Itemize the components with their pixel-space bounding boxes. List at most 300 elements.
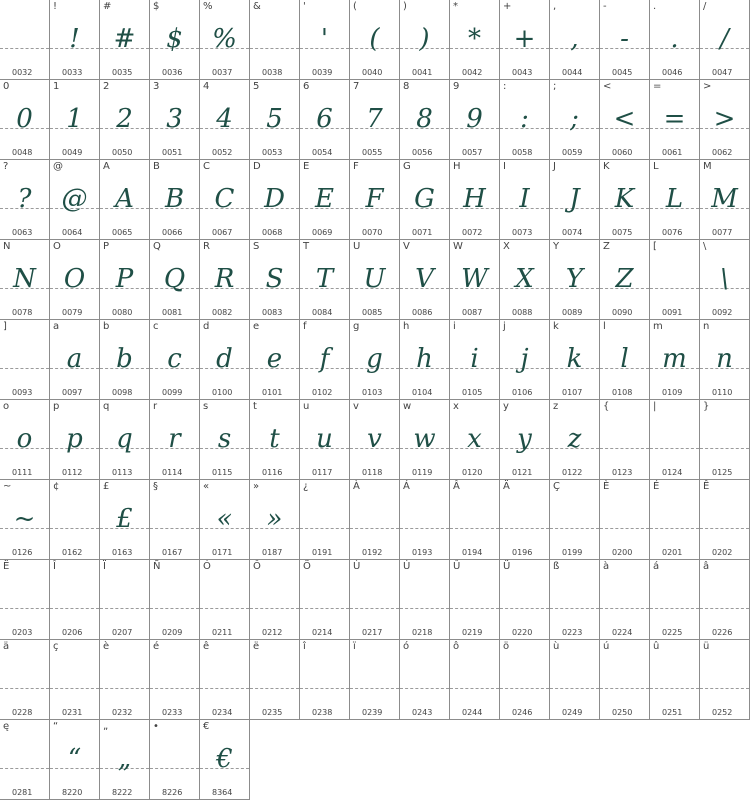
character-label: Ó: [203, 561, 211, 572]
codepoint-label: 0111: [12, 468, 33, 477]
character-label: «: [203, 481, 210, 492]
codepoint-label: 0099: [162, 388, 183, 397]
codepoint-label: 0203: [12, 628, 33, 637]
glyph-cell: [500, 240, 550, 320]
glyph-sample: [150, 494, 199, 544]
character-label: 7: [353, 81, 360, 92]
glyph-cell: [250, 80, 300, 160]
glyph-cell: [500, 0, 550, 80]
glyph-cell: [400, 0, 450, 80]
codepoint-label: 0126: [12, 548, 33, 557]
codepoint-label: 0207: [112, 628, 133, 637]
glyph-sample: 6: [316, 104, 333, 134]
glyph-sample: ;: [570, 104, 579, 134]
codepoint-label: 0082: [212, 308, 233, 317]
glyph-cell: [550, 0, 600, 80]
codepoint-label: 0120: [462, 468, 483, 477]
glyph-cell: [150, 0, 200, 80]
glyph-sample: [550, 654, 599, 704]
glyph-cell: [0, 80, 50, 160]
codepoint-label: 0042: [462, 68, 483, 77]
codepoint-label: 0101: [262, 388, 283, 397]
character-label: &: [253, 1, 261, 12]
character-label: ¢: [53, 481, 60, 492]
glyph-cell: [0, 560, 50, 640]
codepoint-label: 0060: [612, 148, 633, 157]
glyph-sample: [600, 574, 649, 624]
glyph-sample: 5: [266, 104, 283, 134]
character-label: [: [653, 241, 657, 252]
glyph-cell: [700, 480, 750, 560]
codepoint-label: 0113: [112, 468, 133, 477]
glyph-cell: [550, 400, 600, 480]
codepoint-label: 0235: [262, 708, 283, 717]
glyph-sample: G: [414, 184, 435, 214]
glyph-sample: P: [115, 264, 134, 294]
glyph-sample: [100, 654, 149, 704]
codepoint-label: 0073: [512, 228, 533, 237]
glyph-sample: D: [264, 184, 285, 214]
glyph-cell: [0, 320, 50, 400]
codepoint-label: 0246: [512, 708, 533, 717]
glyph-cell: [700, 400, 750, 480]
character-label: 4: [203, 81, 210, 92]
codepoint-label: 0085: [362, 308, 383, 317]
character-label: K: [603, 161, 610, 172]
character-label: ë: [253, 641, 260, 652]
glyph-cell: [550, 160, 600, 240]
glyph-cell: [200, 480, 250, 560]
character-label: R: [203, 241, 210, 252]
glyph-cell: [200, 80, 250, 160]
glyph-sample: [650, 254, 699, 304]
glyph-sample: [700, 494, 749, 544]
glyph-sample: ): [419, 24, 430, 54]
glyph-sample: [650, 654, 699, 704]
glyph-cell: [50, 720, 100, 800]
codepoint-label: 0081: [162, 308, 183, 317]
codepoint-label: 0199: [562, 548, 583, 557]
codepoint-label: 0083: [262, 308, 283, 317]
codepoint-label: 0114: [162, 468, 183, 477]
glyph-cell: [650, 0, 700, 80]
character-label: Ü: [503, 561, 511, 572]
glyph-sample: [200, 654, 249, 704]
codepoint-label: 0087: [462, 308, 483, 317]
character-label: *: [453, 1, 458, 12]
glyph-cell: [700, 240, 750, 320]
glyph-sample: b: [116, 344, 133, 374]
character-label: ': [303, 1, 306, 12]
character-label: !: [53, 1, 58, 12]
codepoint-label: 0244: [462, 708, 483, 717]
character-label: T: [303, 241, 310, 252]
character-label: á: [653, 561, 660, 572]
codepoint-label: 0056: [412, 148, 433, 157]
glyph-sample: [550, 494, 599, 544]
glyph-sample: %: [212, 24, 237, 54]
codepoint-label: 0092: [712, 308, 733, 317]
codepoint-label: 0044: [562, 68, 583, 77]
character-label: O: [53, 241, 61, 252]
codepoint-label: 0212: [262, 628, 283, 637]
codepoint-label: 0238: [312, 708, 333, 717]
codepoint-label: 0206: [62, 628, 83, 637]
glyph-sample: l: [620, 344, 629, 374]
glyph-cell: [600, 80, 650, 160]
glyph-cell: [200, 720, 250, 800]
glyph-sample: Q: [163, 264, 186, 294]
glyph-sample: ,: [570, 24, 579, 54]
codepoint-label: 0249: [562, 708, 583, 717]
glyph-cell: [300, 80, 350, 160]
character-label: Ú: [403, 561, 411, 572]
glyph-sample: >: [713, 104, 736, 134]
character-label: A: [103, 161, 110, 172]
codepoint-label: 0106: [512, 388, 533, 397]
character-label: h: [403, 321, 410, 332]
codepoint-label: 0093: [12, 388, 33, 397]
character-label: r: [153, 401, 158, 412]
glyph-sample: 2: [116, 104, 133, 134]
glyph-cell: [350, 640, 400, 720]
character-label: Ñ: [153, 561, 161, 572]
glyph-sample: [0, 334, 49, 384]
glyph-sample: [500, 574, 549, 624]
character-label: l: [603, 321, 606, 332]
character-label: “: [53, 721, 59, 732]
glyph-sample: “: [67, 744, 82, 774]
character-label: {: [603, 401, 610, 412]
character-label: W: [453, 241, 463, 252]
character-label: ?: [3, 161, 9, 172]
glyph-sample: i: [470, 344, 479, 374]
codepoint-label: 0076: [662, 228, 683, 237]
glyph-sample: [300, 494, 349, 544]
glyph-cell: [500, 320, 550, 400]
codepoint-label: 0062: [712, 148, 733, 157]
glyph-cell: [150, 320, 200, 400]
glyph-cell: [150, 80, 200, 160]
glyph-sample: $: [166, 24, 183, 54]
character-label: ;: [553, 81, 557, 92]
character-label: m: [653, 321, 663, 332]
character-label: H: [453, 161, 461, 172]
codepoint-label: 0110: [712, 388, 733, 397]
character-label: y: [503, 401, 509, 412]
character-label: M: [703, 161, 712, 172]
glyph-cell: [250, 0, 300, 80]
codepoint-label: 0036: [162, 68, 183, 77]
character-label: 5: [253, 81, 260, 92]
glyph-cell: [700, 0, 750, 80]
codepoint-label: 0192: [362, 548, 383, 557]
glyph-cell: [400, 80, 450, 160]
glyph-sample: [350, 574, 399, 624]
character-label: }: [703, 401, 710, 412]
glyph-sample: +: [513, 24, 536, 54]
codepoint-label: 0104: [412, 388, 433, 397]
character-label: Ï: [103, 561, 106, 572]
glyph-sample: n: [716, 344, 733, 374]
glyph-cell: [700, 80, 750, 160]
glyph-cell: [350, 160, 400, 240]
glyph-cell: [700, 320, 750, 400]
codepoint-label: 0121: [512, 468, 533, 477]
glyph-cell: [50, 640, 100, 720]
glyph-sample: p: [66, 424, 83, 454]
codepoint-label: 0196: [512, 548, 533, 557]
codepoint-label: 0224: [612, 628, 633, 637]
glyph-cell: [250, 320, 300, 400]
character-label: ¿: [303, 481, 309, 492]
character-label: e: [253, 321, 260, 332]
codepoint-label: 0079: [62, 308, 83, 317]
codepoint-label: 0043: [512, 68, 533, 77]
character-label: €: [203, 721, 210, 732]
glyph-cell: [400, 160, 450, 240]
codepoint-label: 0098: [112, 388, 133, 397]
character-label: .: [653, 1, 657, 12]
codepoint-label: 0191: [312, 548, 333, 557]
codepoint-label: 0097: [62, 388, 83, 397]
glyph-cell: [450, 320, 500, 400]
codepoint-label: 0119: [412, 468, 433, 477]
codepoint-label: 0162: [62, 548, 83, 557]
character-label: a: [53, 321, 60, 332]
codepoint-label: 0171: [212, 548, 233, 557]
character-label: Ë: [3, 561, 10, 572]
glyph-sample: [100, 574, 149, 624]
glyph-sample: [650, 574, 699, 624]
codepoint-label: 0071: [412, 228, 433, 237]
glyph-cell: [450, 640, 500, 720]
glyph-sample: \: [720, 264, 729, 294]
codepoint-label: 0037: [212, 68, 233, 77]
glyph-cell: [400, 320, 450, 400]
character-label: D: [253, 161, 261, 172]
character-label: Ä: [503, 481, 510, 492]
glyph-cell: [650, 320, 700, 400]
glyph-cell: [300, 480, 350, 560]
codepoint-label: 0167: [162, 548, 183, 557]
codepoint-label: 0228: [12, 708, 33, 717]
character-label: o: [3, 401, 10, 412]
glyph-sample: [700, 654, 749, 704]
glyph-cell: [600, 560, 650, 640]
glyph-cell: [500, 160, 550, 240]
character-label: @: [53, 161, 63, 172]
codepoint-label: 0067: [212, 228, 233, 237]
glyph-cell: [350, 320, 400, 400]
codepoint-label: 0046: [662, 68, 683, 77]
character-label: À: [353, 481, 360, 492]
character-label: I: [503, 161, 506, 172]
glyph-sample: k: [566, 344, 583, 374]
glyph-sample: [500, 494, 549, 544]
codepoint-label: 0118: [362, 468, 383, 477]
glyph-sample: /: [720, 24, 729, 54]
character-label: 0: [3, 81, 10, 92]
glyph-sample: [450, 494, 499, 544]
glyph-sample: T: [315, 264, 334, 294]
character-label: #: [103, 1, 112, 12]
character-label: â: [703, 561, 710, 572]
glyph-sample: E: [315, 184, 334, 214]
codepoint-label: 0214: [312, 628, 333, 637]
glyph-cell: [300, 240, 350, 320]
glyph-cell: [600, 480, 650, 560]
glyph-sample: [500, 654, 549, 704]
glyph-sample: Z: [615, 264, 634, 294]
character-label: ß: [553, 561, 560, 572]
character-label: È: [603, 481, 610, 492]
codepoint-label: 0223: [562, 628, 583, 637]
glyph-sample: g: [366, 344, 383, 374]
glyph-cell: [400, 560, 450, 640]
character-label: w: [403, 401, 412, 412]
glyph-sample: Y: [565, 264, 584, 294]
codepoint-label: 0061: [662, 148, 683, 157]
glyph-sample: .: [670, 24, 679, 54]
glyph-sample: S: [265, 264, 284, 294]
glyph-cell: [550, 560, 600, 640]
codepoint-label: 0102: [312, 388, 333, 397]
glyph-sample: s: [217, 424, 232, 454]
codepoint-label: 0124: [662, 468, 683, 477]
glyph-cell: [200, 560, 250, 640]
glyph-cell: [350, 400, 400, 480]
glyph-cell: [200, 0, 250, 80]
character-label: §: [153, 481, 158, 492]
character-label: Z: [603, 241, 610, 252]
codepoint-label: 0048: [12, 148, 33, 157]
codepoint-label: 0217: [362, 628, 383, 637]
glyph-cell: [50, 560, 100, 640]
codepoint-label: 0105: [462, 388, 483, 397]
character-label: F: [353, 161, 359, 172]
glyph-cell: [350, 480, 400, 560]
character-label: C: [203, 161, 210, 172]
character-label: à: [603, 561, 610, 572]
glyph-cell: [250, 480, 300, 560]
character-label: X: [503, 241, 510, 252]
codepoint-label: 0065: [112, 228, 133, 237]
glyph-sample: [0, 654, 49, 704]
codepoint-label: 0100: [212, 388, 233, 397]
glyph-cell: [100, 400, 150, 480]
glyph-cell: [50, 240, 100, 320]
glyph-sample: x: [467, 424, 482, 454]
glyph-cell: [0, 480, 50, 560]
glyph-cell: [200, 640, 250, 720]
character-label: k: [553, 321, 559, 332]
codepoint-label: 8226: [162, 788, 183, 797]
character-label: •: [153, 721, 159, 732]
character-label: „: [103, 721, 109, 732]
glyph-sample: [700, 414, 749, 464]
character-label: ù: [553, 641, 560, 652]
character-label: Ê: [703, 481, 710, 492]
glyph-cell: [650, 480, 700, 560]
glyph-sample: 4: [216, 104, 233, 134]
glyph-sample: [250, 14, 299, 64]
glyph-cell: [200, 320, 250, 400]
glyph-cell: [100, 160, 150, 240]
character-label: Ù: [353, 561, 361, 572]
codepoint-label: 0108: [612, 388, 633, 397]
glyph-sample: w: [413, 424, 436, 454]
glyph-sample: !: [69, 24, 80, 54]
character-label: c: [153, 321, 159, 332]
codepoint-label: 0080: [112, 308, 133, 317]
character-label: J: [553, 161, 556, 172]
character-label: G: [403, 161, 411, 172]
glyph-cell: [0, 640, 50, 720]
glyph-cell: [500, 560, 550, 640]
glyph-cell: [150, 560, 200, 640]
codepoint-label: 8220: [62, 788, 83, 797]
glyph-sample: A: [115, 184, 134, 214]
glyph-sample: -: [620, 24, 629, 54]
glyph-sample: U: [363, 264, 386, 294]
glyph-sample: c: [167, 344, 182, 374]
glyph-cell: [150, 240, 200, 320]
codepoint-label: 0116: [262, 468, 283, 477]
glyph-sample: m: [662, 344, 687, 374]
glyph-sample: R: [214, 264, 235, 294]
glyph-cell: [150, 720, 200, 800]
character-label: :: [503, 81, 507, 92]
glyph-sample: M: [711, 184, 738, 214]
glyph-sample: [50, 574, 99, 624]
glyph-sample: N: [13, 264, 36, 294]
codepoint-label: 0032: [12, 68, 33, 77]
glyph-sample: »: [266, 504, 283, 534]
glyph-cell: [350, 80, 400, 160]
glyph-cell: [650, 400, 700, 480]
character-label: (: [353, 1, 357, 12]
character-label: Û: [453, 561, 461, 572]
glyph-sample: y: [517, 424, 532, 454]
codepoint-label: 0109: [662, 388, 683, 397]
codepoint-label: 0058: [512, 148, 533, 157]
character-label: É: [653, 481, 660, 492]
glyph-sample: [350, 654, 399, 704]
codepoint-label: 0200: [612, 548, 633, 557]
character-label: B: [153, 161, 160, 172]
glyph-sample: d: [216, 344, 233, 374]
glyph-cell: [450, 0, 500, 80]
glyph-sample: B: [164, 184, 185, 214]
codepoint-label: 0069: [312, 228, 333, 237]
glyph-sample: =: [663, 104, 686, 134]
glyph-sample: W: [461, 264, 488, 294]
glyph-sample: <: [613, 104, 636, 134]
character-label: V: [403, 241, 410, 252]
character-label: L: [653, 161, 659, 172]
glyph-sample: I: [519, 184, 530, 214]
codepoint-label: 0193: [412, 548, 433, 557]
character-label: ô: [453, 641, 460, 652]
glyph-sample: [300, 654, 349, 704]
codepoint-label: 0055: [362, 148, 383, 157]
glyph-sample: O: [63, 264, 86, 294]
glyph-sample: h: [416, 344, 433, 374]
glyph-cell: [550, 640, 600, 720]
glyph-sample: *: [468, 24, 481, 54]
character-label: n: [703, 321, 710, 332]
